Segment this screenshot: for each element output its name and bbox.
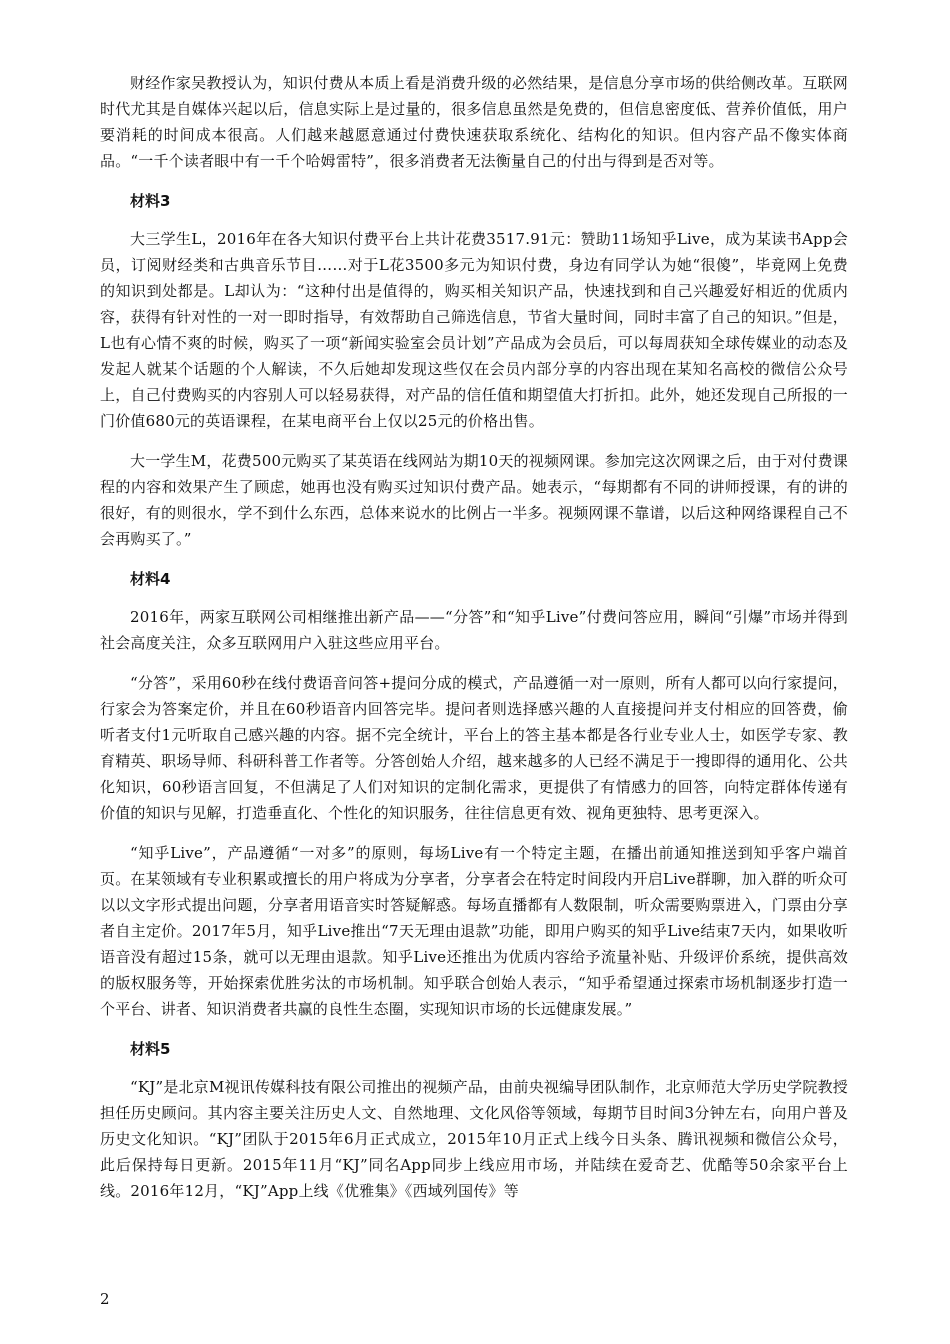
page-number: 2 [100,1290,110,1308]
section-heading: 材料3 [130,192,171,210]
body-paragraph: “知乎Live”，产品遵循“一对多”的原则，每场Live有一个特定主题，在播出前通知推送到知乎客户端首页。在某领域有专业积累或擅长的用户将成为分享者，分享者会在特定时间段内开启Live群聊，加入群的听众可以以文字形式提出问题，分享者用语音实时答疑解惑。每场直播都有人数限制，听众需要购票进入，门票由分享者自主定价。2017年5月，知乎Live推出“7天无理由退款”功能，即用户购买的知乎Live结束7天内，如果收听语音没有超过15条，就可以无理由退款。知乎Live还推出为优质内容给予流量补贴、升级评价系统，提供高效的版权服务等，开始探索优胜劣汰的市场机制。知乎联合创始人表示，“知乎希望通过探索市场机制逐步打造一个平台、讲者、知识消费者共赢的良性生态圈，实现知识市场的长远健康发展。” [100,844,848,1018]
body-paragraph: “分答”，采用60秒在线付费语音问答+提问分成的模式，产品遵循一对一原则，所有人都可以向行家提问，行家会为答案定价，并且在60秒语音内回答完毕。提问者则选择感兴趣的人直接提问并支付相应的回答费，偷听者支付1元听取自己感兴趣的内容。据不完全统计，平台上的答主基本都是各行业专业人士，如医学专家、教育精英、职场导师、科研科普工作者等。分答创始人介绍，越来越多的人已经不满足于一搜即得的通用化、公共化知识，60秒语言回复，不但满足了人们对知识的定制化需求，更提供了有情感力的回答，向特定群体传递有价值的知识与见解，打造垂直化、个性化的知识服务，往往信息更有效、视角更独特、思考更深入。 [100,674,848,822]
body-paragraph: 大一学生M，花费500元购买了某英语在线网站为期10天的视频网课。参加完这次网课之后，由于对付费课程的内容和效果产生了顾虑，她再也没有购买过知识付费产品。她表示，“每期都有不同的讲师授课，有的讲的很好，有的则很水，学不到什么东西，总体来说水的比例占一半多。视频网课不靠谱，以后这种网络课程自己不会再购买了。” [100,452,848,548]
document-body [100,70,848,1218]
section-heading: 材料5 [130,1040,171,1058]
body-paragraph: “KJ”是北京M视讯传媒科技有限公司推出的视频产品，由前央视编导团队制作，北京师范大学历史学院教授担任历史顾问。其内容主要关注历史人文、自然地理、文化风俗等领域，每期节目时间3分钟左右，向用户普及历史文化知识。“KJ”团队于2015年6月正式成立，2015年10月正式上线今日头条、腾讯视频和微信公众号，此后保持每日更新。2015年11月“KJ”同名App同步上线应用市场，并陆续在爱奇艺、优酷等50余家平台上线。2016年12月，“KJ”App上线《优雅集》《西域列国传》等 [100,1078,848,1200]
body-paragraph: 大三学生L，2016年在各大知识付费平台上共计花费3517.91元：赞助11场知乎Live，成为某读书App会员，订阅财经类和古典音乐节目……对于L花3500多元为知识付费，身边有同学认为她“很傻”，毕竟网上免费的知识到处都是。L却认为：“这种付出是值得的，购买相关知识产品，快速找到和自己兴趣爱好相近的优质内容，获得有针对性的一对一即时指导，有效帮助自己筛选信息，节省大量时间，同时丰富了自己的知识。”但是，L也有心情不爽的时候，购买了一项“新闻实验室会员计划”产品成为会员后，可以每周获知全球传媒业的动态及发起人就某个话题的个人解读，不久后她却发现这些仅在会员内部分享的内容出现在某知名高校的微信公众号上，自己付费购买的内容别人可以轻易获得，对产品的信任值和期望值大打折扣。此外，她还发现自己所报的一门价值680元的英语课程，在某电商平台上仅以25元的价格出售。 [100,230,848,430]
body-paragraph: 2016年，两家互联网公司相继推出新产品——“分答”和“知乎Live”付费问答应用，瞬间“引爆”市场并得到社会高度关注，众多互联网用户入驻这些应用平台。 [100,608,848,652]
body-paragraph: 财经作家吴教授认为，知识付费从本质上看是消费升级的必然结果，是信息分享市场的供给侧改革。互联网时代尤其是自媒体兴起以后，信息实际上是过量的，很多信息虽然是免费的，但信息密度低、营养价值低，用户要消耗的时间成本很高。人们越来越愿意通过付费快速获取系统化、结构化的知识。但内容产品不像实体商品。“一千个读者眼中有一千个哈姆雷特”，很多消费者无法衡量自己的付出与得到是否对等。 [100,74,848,170]
section-heading: 材料4 [130,570,171,588]
